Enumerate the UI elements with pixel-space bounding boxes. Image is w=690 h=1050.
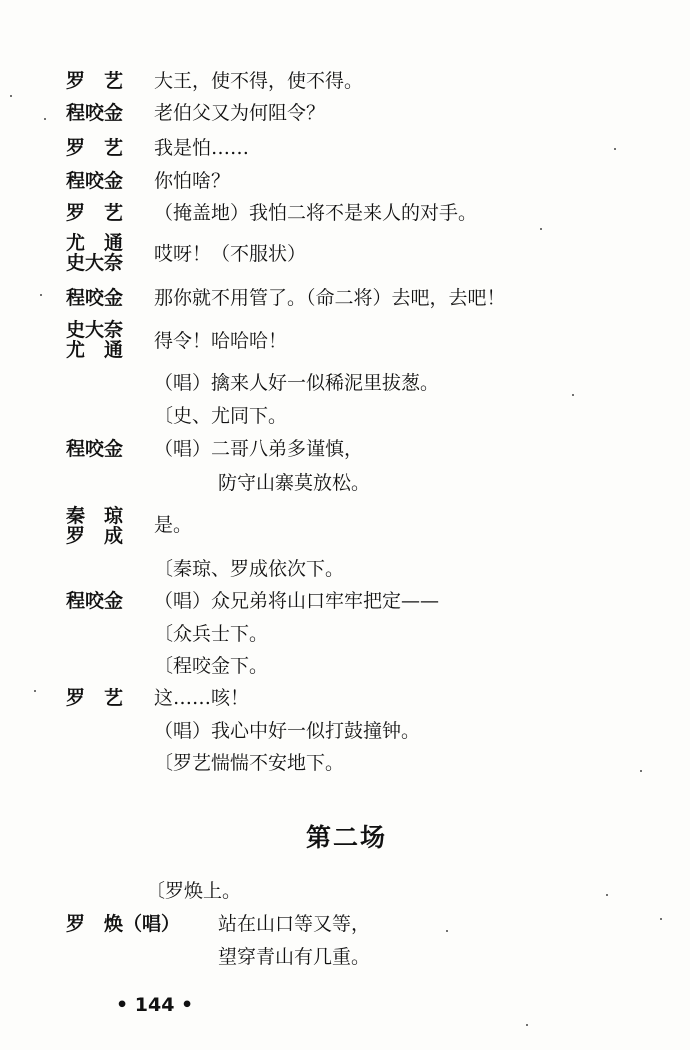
stage-direction: 〔秦琼、罗成依次下。 [154, 558, 345, 580]
scan-speck [640, 770, 642, 772]
speaker-shi-danai: 史大奈 [66, 252, 124, 274]
stage-direction: 〔众兵士下。 [154, 623, 269, 645]
speaker-luo-yi: 罗 艺 [66, 687, 124, 709]
dialogue-line: 是。 [154, 514, 193, 536]
scan-speck [34, 690, 36, 692]
song-line: 防守山寨莫放松。 [218, 472, 371, 494]
speaker-qin-qiong: 秦 琼 [66, 505, 124, 527]
dialogue-line: 你怕啥？ [154, 170, 231, 192]
scan-speck [572, 394, 574, 396]
dialogue-line: 哎呀！（不服状） [154, 243, 307, 265]
song-line: 站在山口等又等， [218, 913, 371, 935]
scan-speck [40, 294, 42, 296]
speaker-you-tong: 尤 通 [66, 339, 124, 361]
speaker-luo-yi: 罗 艺 [66, 137, 124, 159]
scan-speck [606, 894, 608, 896]
speaker-luo-yi: 罗 艺 [66, 202, 124, 224]
song-line: （唱）擒来人好一似稀泥里拔葱。 [154, 372, 440, 394]
speaker-cheng-yaojin: 程咬金 [66, 438, 124, 460]
page-number: • 144 • [116, 994, 194, 1016]
song-line: （唱）众兄弟将山口牢牢把定—— [154, 590, 440, 612]
speaker-luo-huan: 罗 焕（唱） [66, 913, 181, 935]
dialogue-line: 大王，使不得，使不得。 [154, 70, 364, 92]
scan-speck [540, 228, 542, 230]
scan-speck [614, 148, 616, 150]
stage-direction: 〔罗艺惴惴不安地下。 [154, 752, 345, 774]
song-line: 望穿青山有几重。 [218, 946, 371, 968]
scan-speck [44, 118, 46, 120]
stage-direction: 〔程咬金下。 [154, 655, 269, 677]
song-line: （唱）二哥八弟多谨慎， [154, 438, 364, 460]
dialogue-line: 老伯父又为何阻令？ [154, 102, 326, 124]
stage-direction: 〔罗焕上。 [146, 880, 242, 902]
dialogue-line: （掩盖地）我怕二将不是来人的对手。 [154, 202, 478, 224]
scan-speck [446, 930, 448, 932]
song-line: （唱）我心中好一似打鼓撞钟。 [154, 720, 421, 742]
speaker-cheng-yaojin: 程咬金 [66, 590, 124, 612]
dialogue-line: 这……咳！ [154, 687, 250, 709]
dialogue-line: 得令！哈哈哈！ [154, 330, 288, 352]
scene-heading: 第二场 [306, 823, 388, 852]
speaker-cheng-yaojin: 程咬金 [66, 170, 124, 192]
speaker-you-tong: 尤 通 [66, 232, 124, 254]
scan-speck [526, 1024, 528, 1026]
stage-direction: 〔史、尤同下。 [154, 405, 288, 427]
speaker-cheng-yaojin: 程咬金 [66, 287, 124, 309]
dialogue-line: 那你就不用管了。（命二将）去吧，去吧！ [154, 287, 506, 309]
scan-speck [660, 918, 662, 920]
dialogue-line: 我是怕…… [154, 137, 250, 159]
speaker-shi-danai: 史大奈 [66, 319, 124, 341]
speaker-luo-yi: 罗 艺 [66, 70, 124, 92]
speaker-cheng-yaojin: 程咬金 [66, 102, 124, 124]
scan-speck [10, 95, 12, 97]
speaker-luo-cheng: 罗 成 [66, 525, 124, 547]
